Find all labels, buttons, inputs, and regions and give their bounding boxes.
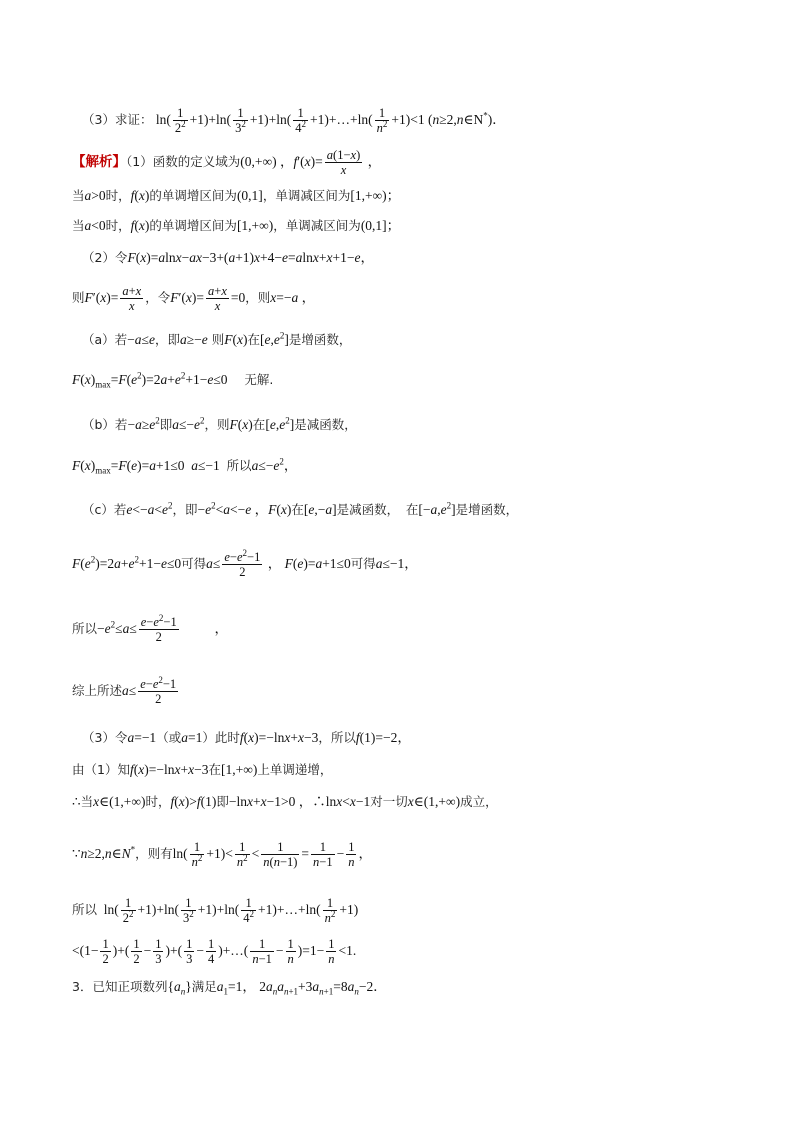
increase-case-negative: 当a<0时，f(x)的单调增区间为[1,+∞)，单调减区间为(0,1]； [72, 218, 401, 233]
part3-inequality: ∴当x∈(1,+∞)时，f(x)>f(1)即−lnx+x−1>0 ，∴lnx<x−1对一切x∈(1,+∞)成立， [72, 794, 498, 809]
part3-setup: （3）令a=−1（或a=1）此时f(x)=−lnx+x−3，所以f(1)=−2， [82, 730, 411, 745]
case-c: （c）若$e<-a<e^2$，即$-e^2<a<-e$ ，F(x)在[e,−a]是减函数， 在$[-a,e^2]$是增函数， [82, 500, 519, 517]
analysis-tag: 【解析】 [72, 153, 126, 169]
analysis-part1: 【解析】（1）函数的定义域为(0,+∞) ，f′(x)= $\frac{a(1-x)}{x}$ ， [72, 148, 382, 178]
problem-3: 3．已知正项数列$\{a_n\}$满足$a_1=1$， $2a_na_{n+1}+3a_{n+1}=8a_n-2$． [72, 979, 387, 997]
part3-sum: 所以 ln( $\frac{1}{2^2}$ +1)+ln( $\frac{1}{3^2}$ +1)+ln( $\frac{1}{4^2}$ +1)+…+ln( $\frac{1}{n^2}$ +1) [72, 896, 359, 926]
part2-conclusion: 综上所述a≤ $\frac{e-e^2-1}{2}$ [72, 674, 177, 707]
case-a-result: $F(x)_{max}=F(e^2)=2a+e^2+1-e\le 0$ 无解. [72, 370, 274, 390]
case-c-conditions: $F(e^2)=2a+e^2+1-e\le 0$可得a≤ $\frac{e-e^2-1}{2}$ ， F(e)=a+1≤0可得a≤−1， [72, 547, 418, 580]
case-b-result: $F(x)_{max}=F(e)=a+1\le 0$ a≤−1 所以$a\le-e^2$， [72, 456, 298, 476]
part2-derivative: 则F′(x)= $\frac{a+x}{x}$ ，令F′(x)= $\frac{a+x}{x}$ =0，则x=−a ， [72, 284, 316, 314]
part3-bound: ∵n≥2,n∈N*，则有ln( $\frac{1}{n^2}$ +1)< $\frac{1}{n^2}$ < $\frac{1}{n(n-1)}$ = $\frac{1}{n-1}$ − $\frac{1}{n}$ ， [72, 840, 372, 870]
part3-monotonic: 由（1）知f(x)=−lnx+x−3在[1,+∞)上单调递增， [72, 762, 333, 777]
case-c-result: 所以$-e^2\le a\le$ $\frac{e-e^2-1}{2}$ ， [72, 612, 228, 645]
proof-statement: （3）求证： ln( $\frac{1}{2^2}$ +1)+ln( $\frac{1}{3^2}$ +1)+ln( $\frac{1}{4^2}$ +1)+…+ln( $\frac{1}{n^2}$ +1)<1 (n≥2,n∈N*)． [82, 106, 506, 136]
case-b: （b）若$-a\ge e^2$即$a\le-e^2$，则F(x)在$[e,e^2]$是减函数， [82, 415, 357, 432]
increase-case-positive: 当a>0时，f(x)的单调增区间为(0,1]，单调减区间为[1,+∞)； [72, 188, 401, 203]
part3-telescoping: <(1− $\frac{1}{2}$ )+( $\frac{1}{2}$ − $\frac{1}{3}$ )+( $\frac{1}{3}$ − $\frac{1}{4}$ )+…( $\frac{1}{n-1}$ − $\frac{1}{n}$ )=1− $\frac{1}{n}$ <1. [72, 937, 357, 967]
case-a: （a）若−a≤e，即a≥−e 则F(x)在$[e,e^2]$是增函数， [82, 330, 352, 347]
part2-definition: （2）令F(x)=alnx−ax−3+(a+1)x+4−e=alnx+x+1−e， [82, 250, 375, 265]
